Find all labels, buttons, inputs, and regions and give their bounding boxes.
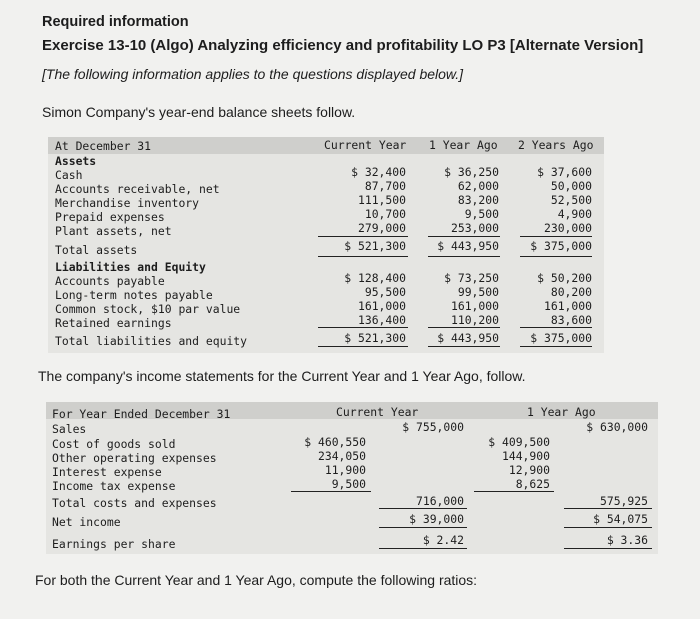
- bs-row-label: Prepaid expenses: [55, 210, 165, 224]
- total-costs-prior: 575,925: [599, 494, 648, 508]
- bs-total-value: $ 375,000: [530, 239, 592, 253]
- bs-column-label: At December 31: [55, 139, 152, 153]
- underline: [564, 548, 652, 549]
- net-income-current: $ 39,000: [409, 512, 464, 526]
- balance-sheet-intro: Simon Company's year-end balance sheets follow.: [42, 104, 356, 120]
- total-costs-label: Total costs and expenses: [52, 496, 217, 510]
- bs-value: 230,000: [543, 221, 592, 235]
- bs-row-label: Plant assets, net: [55, 224, 172, 238]
- income-statement-table: [46, 402, 658, 554]
- underline: [564, 508, 652, 509]
- bs-value: 83,600: [550, 313, 592, 327]
- sales-label: Sales: [52, 422, 87, 436]
- bs-total-value: $ 443,950: [437, 331, 499, 345]
- bs-row-label: Retained earnings: [55, 316, 172, 330]
- underline: [520, 346, 592, 347]
- is-row-label: Cost of goods sold: [52, 437, 176, 451]
- bs-value: 99,500: [457, 285, 499, 299]
- is-row-label: Interest expense: [52, 465, 162, 479]
- required-information-heading: Required information: [42, 14, 189, 30]
- exercise-note: [The following information applies to the questions displayed below.]: [42, 66, 464, 82]
- is-value: 144,900: [501, 449, 550, 463]
- bs-value: 95,500: [364, 285, 406, 299]
- is-value: 11,900: [324, 463, 366, 477]
- ratios-prompt: For both the Current Year and 1 Year Ago, compute the following ratios:: [35, 572, 478, 588]
- sales-current: $ 755,000: [402, 420, 464, 434]
- is-column-label: For Year Ended December 31: [52, 407, 231, 421]
- sales-prior: $ 630,000: [586, 420, 648, 434]
- is-value: 9,500: [331, 477, 366, 491]
- is-value: $ 460,550: [304, 435, 366, 449]
- bs-value: 279,000: [357, 221, 406, 235]
- underline: [564, 527, 652, 528]
- net-income-label: Net income: [52, 515, 121, 529]
- bs-value: 111,500: [357, 193, 406, 207]
- bs-row-label: Cash: [55, 168, 83, 182]
- bs-row-label: Long-term notes payable: [55, 288, 213, 302]
- bs-value: 4,900: [557, 207, 592, 221]
- bs-value: 87,700: [364, 179, 406, 193]
- bs-value: 62,000: [457, 179, 499, 193]
- underline: [428, 256, 500, 257]
- liabilities-heading: Liabilities and Equity: [55, 260, 206, 274]
- bs-total-value: $ 375,000: [530, 331, 592, 345]
- is-row-label: Income tax expense: [52, 479, 176, 493]
- underline: [291, 491, 371, 492]
- bs-col-current-year: Current Year: [324, 138, 407, 152]
- bs-value: $ 36,250: [444, 165, 499, 179]
- bs-value: $ 128,400: [344, 271, 406, 285]
- bs-value: 10,700: [364, 207, 406, 221]
- bs-value: 253,000: [450, 221, 499, 235]
- underline: [520, 327, 592, 328]
- is-value: 12,900: [508, 463, 550, 477]
- bs-total-value: $ 521,300: [344, 239, 406, 253]
- bs-row-label: Common stock, $10 par value: [55, 302, 241, 316]
- is-col-current-year: Current Year: [336, 405, 419, 419]
- underline: [520, 236, 592, 237]
- eps-label: Earnings per share: [52, 537, 176, 551]
- underline: [318, 346, 408, 347]
- eps-current: $ 2.42: [422, 533, 464, 547]
- bs-row-label: Merchandise inventory: [55, 196, 200, 210]
- bs-value: $ 73,250: [444, 271, 499, 285]
- underline: [318, 236, 408, 237]
- underline: [428, 346, 500, 347]
- net-income-prior: $ 54,075: [593, 512, 648, 526]
- bs-value: 161,000: [357, 299, 406, 313]
- assets-heading: Assets: [55, 154, 97, 168]
- bs-total-value: $ 521,300: [344, 331, 406, 345]
- bs-value: 9,500: [464, 207, 499, 221]
- bs-value: 80,200: [550, 285, 592, 299]
- underline: [520, 256, 592, 257]
- is-row-label: Other operating expenses: [52, 451, 217, 465]
- balance-sheet-table: [48, 137, 604, 353]
- total-costs-current: 716,000: [415, 494, 464, 508]
- bs-value: 136,400: [357, 313, 406, 327]
- bs-row-label: Accounts receivable, net: [55, 182, 220, 196]
- is-value: 8,625: [515, 477, 550, 491]
- underline: [318, 327, 408, 328]
- bs-value: $ 32,400: [351, 165, 406, 179]
- bs-row-label: Accounts payable: [55, 274, 165, 288]
- total-liabilities-label: Total liabilities and equity: [55, 334, 248, 348]
- bs-col-1-year-ago: 1 Year Ago: [429, 138, 498, 152]
- income-statement-intro: The company's income statements for the Current Year and 1 Year Ago, follow.: [38, 368, 526, 384]
- underline: [474, 491, 554, 492]
- is-value: 234,050: [317, 449, 366, 463]
- bs-total-value: $ 443,950: [437, 239, 499, 253]
- underline: [379, 548, 467, 549]
- total-assets-label: Total assets: [55, 243, 138, 257]
- underline: [379, 508, 467, 509]
- bs-value: $ 37,600: [537, 165, 592, 179]
- bs-value: 161,000: [450, 299, 499, 313]
- bs-col-2-years-ago: 2 Years Ago: [518, 138, 594, 152]
- underline: [428, 327, 500, 328]
- exercise-title: Exercise 13-10 (Algo) Analyzing efficiency and profitability LO P3 [Alternate Version]: [42, 37, 644, 54]
- bs-value: 83,200: [457, 193, 499, 207]
- underline: [379, 527, 467, 528]
- is-value: $ 409,500: [488, 435, 550, 449]
- underline: [318, 256, 408, 257]
- bs-value: $ 50,200: [537, 271, 592, 285]
- underline: [428, 236, 500, 237]
- bs-value: 50,000: [550, 179, 592, 193]
- bs-value: 161,000: [543, 299, 592, 313]
- is-col-1-year-ago: 1 Year Ago: [527, 405, 596, 419]
- bs-value: 52,500: [550, 193, 592, 207]
- eps-prior: $ 3.36: [606, 533, 648, 547]
- bs-value: 110,200: [450, 313, 499, 327]
